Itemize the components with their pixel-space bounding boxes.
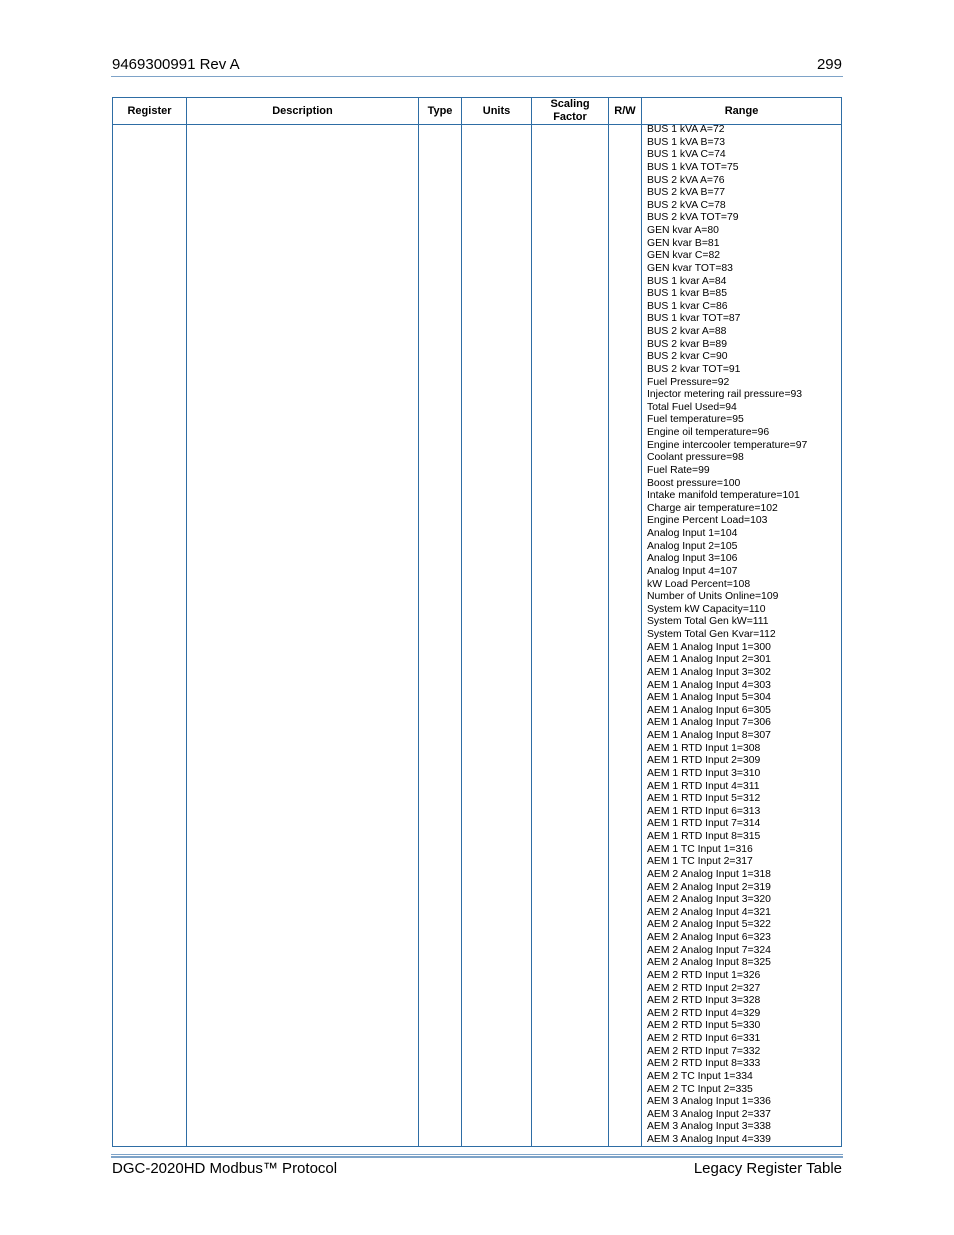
range-value: AEM 1 RTD Input 2=309 bbox=[647, 755, 761, 767]
range-value: BUS 2 kVA TOT=79 bbox=[647, 212, 739, 224]
range-value: System kW Capacity=110 bbox=[647, 603, 766, 615]
range-value: GEN kvar TOT=83 bbox=[647, 262, 733, 274]
range-value: AEM 1 TC Input 1=316 bbox=[647, 843, 753, 855]
range-value: BUS 2 kvar TOT=91 bbox=[647, 363, 741, 375]
range-value: AEM 2 TC Input 2=335 bbox=[647, 1083, 753, 1095]
range-value: BUS 1 kVA A=72 bbox=[647, 124, 725, 135]
range-value: AEM 1 Analog Input 7=306 bbox=[647, 717, 771, 729]
range-value: BUS 2 kvar A=88 bbox=[647, 326, 727, 337]
range-value: Fuel Rate=99 bbox=[647, 464, 710, 476]
column-divider bbox=[531, 98, 532, 1146]
range-value: GEN kvar A=80 bbox=[647, 225, 719, 236]
range-value: AEM 1 RTD Input 8=315 bbox=[647, 831, 761, 842]
range-value: AEM 2 Analog Input 3=320 bbox=[647, 894, 771, 906]
range-value: Engine intercooler temperature=97 bbox=[647, 439, 808, 451]
range-value: AEM 3 Analog Input 3=338 bbox=[647, 1121, 771, 1133]
column-divider bbox=[608, 98, 609, 1146]
range-value: AEM 2 RTD Input 3=328 bbox=[647, 995, 761, 1007]
range-value: AEM 2 Analog Input 2=319 bbox=[647, 881, 771, 893]
range-value: AEM 1 RTD Input 1=308 bbox=[647, 742, 761, 754]
range-value: BUS 1 kvar A=84 bbox=[647, 275, 727, 287]
section-title: Legacy Register Table bbox=[693, 1160, 842, 1177]
range-value: Total Fuel Used=94 bbox=[647, 401, 737, 413]
range-value: BUS 1 kvar B=85 bbox=[647, 288, 727, 300]
range-value: AEM 2 RTD Input 1=326 bbox=[647, 969, 761, 981]
range-value: Charge air temperature=102 bbox=[647, 502, 778, 514]
range-value: AEM 2 RTD Input 2=327 bbox=[647, 982, 761, 994]
range-value: AEM 2 Analog Input 7=324 bbox=[647, 944, 771, 956]
range-value: GEN kvar B=81 bbox=[647, 237, 720, 249]
range-value: AEM 1 RTD Input 4=311 bbox=[647, 780, 760, 792]
column-divider bbox=[418, 98, 419, 1146]
range-value: AEM 2 RTD Input 4=329 bbox=[647, 1007, 761, 1019]
range-value: Fuel Pressure=92 bbox=[647, 376, 730, 388]
range-value: AEM 2 Analog Input 5=322 bbox=[647, 919, 771, 931]
range-value: Analog Input 4=107 bbox=[647, 565, 738, 577]
column-divider bbox=[186, 98, 187, 1146]
range-value: AEM 2 RTD Input 7=332 bbox=[647, 1045, 761, 1057]
range-value: BUS 1 kVA C=74 bbox=[647, 149, 726, 161]
range-value: AEM 1 RTD Input 6=313 bbox=[647, 805, 761, 817]
footer-divider bbox=[111, 1154, 843, 1155]
column-divider bbox=[461, 98, 462, 1146]
column-header-range: Range bbox=[724, 104, 759, 117]
column-header-description: Description bbox=[272, 104, 333, 117]
range-value: AEM 2 Analog Input 8=325 bbox=[647, 957, 771, 969]
range-value: BUS 1 kvar TOT=87 bbox=[647, 313, 741, 325]
document-number: 9469300991 Rev A bbox=[112, 56, 240, 73]
range-value: AEM 1 Analog Input 8=307 bbox=[647, 730, 771, 741]
column-header-units: Units bbox=[482, 104, 511, 117]
range-value: AEM 2 RTD Input 6=331 bbox=[647, 1033, 761, 1044]
range-value: Engine oil temperature=96 bbox=[647, 427, 770, 438]
range-value: Fuel temperature=95 bbox=[647, 414, 744, 426]
range-value: System Total Gen Kvar=112 bbox=[647, 629, 776, 640]
range-value: AEM 1 Analog Input 4=303 bbox=[647, 679, 771, 691]
column-header-rw: R/W bbox=[614, 104, 636, 117]
range-value: BUS 1 kvar C=86 bbox=[647, 300, 728, 312]
range-value: Coolant pressure=98 bbox=[647, 452, 744, 464]
range-value: AEM 1 RTD Input 7=314 bbox=[647, 818, 761, 830]
range-value: AEM 1 Analog Input 6=305 bbox=[647, 704, 771, 716]
footer-divider-thick bbox=[111, 1156, 843, 1158]
range-value: Injector metering rail pressure=93 bbox=[647, 389, 803, 401]
range-value: AEM 2 Analog Input 1=318 bbox=[647, 868, 771, 880]
range-value: AEM 1 RTD Input 3=310 bbox=[647, 767, 761, 779]
range-value: AEM 3 Analog Input 1=336 bbox=[647, 1096, 771, 1108]
range-value: AEM 2 RTD Input 8=333 bbox=[647, 1058, 761, 1070]
page-number: 299 bbox=[816, 56, 842, 73]
range-value: AEM 1 TC Input 2=317 bbox=[647, 856, 753, 868]
range-value: AEM 1 Analog Input 3=302 bbox=[647, 666, 771, 678]
range-value: System Total Gen kW=111 bbox=[647, 616, 769, 628]
range-value: AEM 3 Analog Input 2=337 bbox=[647, 1108, 771, 1120]
range-value: BUS 2 kvar B=89 bbox=[647, 338, 727, 350]
range-value: Analog Input 3=106 bbox=[647, 553, 738, 565]
range-value: AEM 2 RTD Input 5=330 bbox=[647, 1020, 761, 1032]
range-value: AEM 3 Analog Input 4=339 bbox=[647, 1134, 771, 1145]
range-value: AEM 1 Analog Input 1=300 bbox=[647, 641, 771, 653]
range-value: BUS 2 kVA C=78 bbox=[647, 199, 726, 211]
range-value: AEM 1 RTD Input 5=312 bbox=[647, 793, 761, 805]
range-value: AEM 2 Analog Input 6=323 bbox=[647, 932, 771, 943]
range-value: BUS 2 kvar C=90 bbox=[647, 351, 728, 363]
register-table bbox=[112, 97, 842, 1147]
range-value: Engine Percent Load=103 bbox=[647, 515, 768, 527]
header-divider bbox=[111, 76, 843, 77]
range-value: Number of Units Online=109 bbox=[647, 591, 779, 603]
range-value: Boost pressure=100 bbox=[647, 477, 741, 489]
range-value: BUS 1 kVA B=73 bbox=[647, 136, 726, 148]
column-header-register: Register bbox=[127, 104, 172, 117]
range-value: AEM 1 Analog Input 5=304 bbox=[647, 692, 771, 704]
range-value: BUS 1 kVA TOT=75 bbox=[647, 161, 739, 173]
range-value: BUS 2 kVA B=77 bbox=[647, 187, 726, 199]
range-value: AEM 1 Analog Input 2=301 bbox=[647, 654, 771, 666]
column-header-scaling-factor: Scaling Factor bbox=[550, 98, 590, 123]
range-value: AEM 2 TC Input 1=334 bbox=[647, 1070, 753, 1082]
range-value: BUS 2 kVA A=76 bbox=[647, 174, 725, 186]
range-value: GEN kvar C=82 bbox=[647, 250, 721, 262]
range-value: Intake manifold temperature=101 bbox=[647, 490, 800, 502]
range-value: Analog Input 1=104 bbox=[647, 528, 738, 539]
document-title: DGC-2020HD Modbus™ Protocol bbox=[112, 1160, 338, 1177]
range-value: Analog Input 2=105 bbox=[647, 540, 738, 552]
range-cell bbox=[647, 124, 841, 1147]
column-header-type: Type bbox=[427, 104, 453, 117]
column-divider bbox=[641, 98, 642, 1146]
range-value: AEM 2 Analog Input 4=321 bbox=[647, 906, 771, 918]
range-value: kW Load Percent=108 bbox=[647, 578, 751, 590]
